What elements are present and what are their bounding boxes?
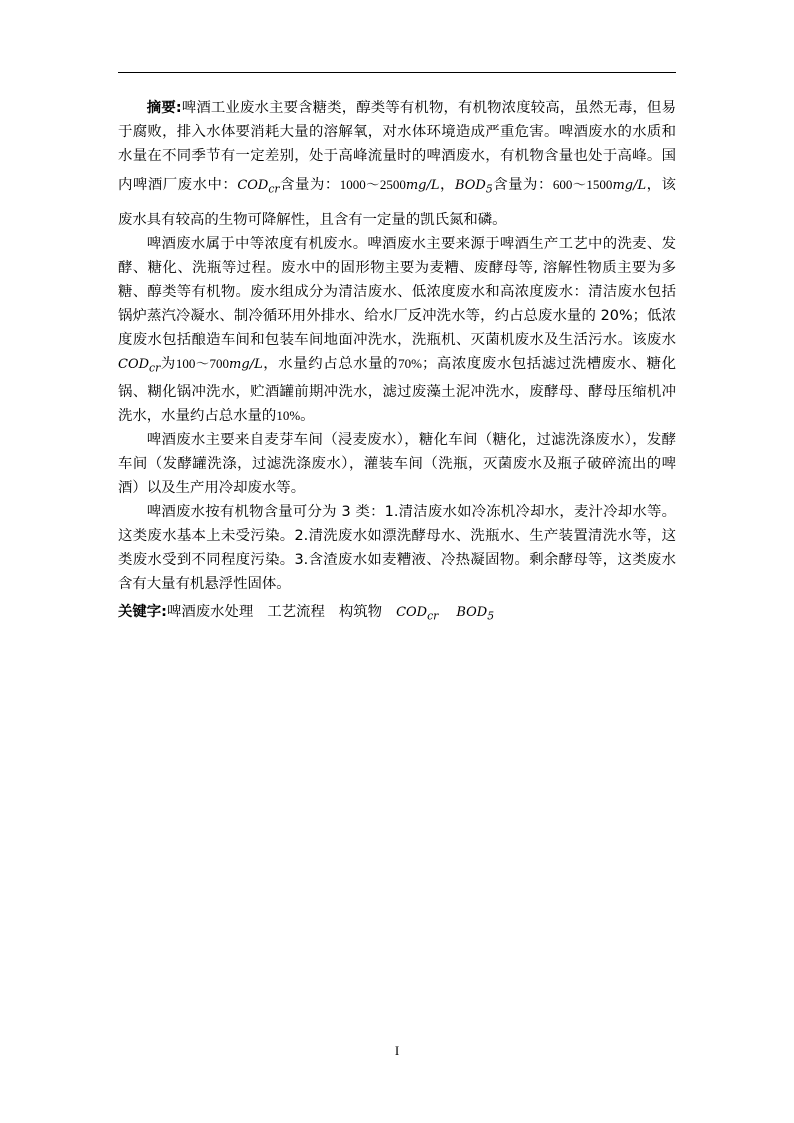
source-paragraph bbox=[118, 232, 676, 429]
percent-70: 70% bbox=[398, 355, 422, 371]
keyword-item: 构筑物 bbox=[338, 604, 383, 621]
source-text-2: 为 bbox=[160, 355, 176, 372]
bod-symbol: $BOD_5$ bbox=[454, 178, 493, 196]
keywords-line bbox=[118, 600, 676, 629]
abstract-label: 摘要: bbox=[146, 100, 182, 116]
keyword-item: 啤酒废水处理 bbox=[166, 604, 254, 621]
keyword-cod: $COD_{cr}$ bbox=[396, 605, 439, 623]
abstract-text-1: 啤酒工业废水主要含糖类，醇类等有机物，有机物浓度较高，虽然无毒，但易于腐败，排入水体要消耗大量的溶解氧，对水体环境造成严重危害。啤酒废水的水质和水量在不同季节有一定差别，处于高峰流量时的啤酒废水，有机物含量也处于高峰。国内啤酒厂废水中： bbox=[118, 100, 676, 193]
cod-unit-2: mg/L bbox=[229, 356, 263, 372]
abstract-text-3: ， bbox=[439, 177, 455, 193]
cod-unit: mg/L bbox=[405, 178, 440, 193]
cod-symbol: $COD_{cr}$ bbox=[237, 178, 280, 196]
keyword-item: 工艺流程 bbox=[267, 604, 325, 621]
source-text-5: 。 bbox=[300, 408, 315, 425]
bod-unit: mg/L bbox=[612, 178, 647, 193]
source-text-1: 啤酒废水属于中等浓度有机废水。啤酒废水主要来源于啤酒生产工艺中的洗麦、发酵、糖化、洗瓶等过程。废水中的固形物主要为麦糟、废酵母等, 溶解性物质主要为多糖、醇类等有机物。废水组成分为清洁废水、低浓度废水和高浓度废水：清洁废水包括锅炉蒸汽冷凝水、制冷循环用外排水、给水厂反冲洗水等，约占总废水量的 20%；低浓度废水包括酿造车间和包装车间地面冲洗水，洗瓶机、灭菌机废水及生活污水。该废水 bbox=[118, 235, 676, 348]
abstract-paragraph bbox=[118, 96, 676, 232]
keywords-label: 关键字: bbox=[118, 604, 167, 621]
page-number: I bbox=[394, 1043, 400, 1058]
header-rule bbox=[118, 72, 676, 73]
classification-paragraph: 啤酒废水按有机物含量可分为 3 类：1.清洁废水如冷冻机冷却水，麦汁冷却水等。这类废水基本上未受污染。2.清洗废水如漂洗酵母水、洗瓶水、生产装置清洗水等，这类废水受到不同程度污染。3.含渣废水如麦糟液、冷热凝固物。剩余酵母等，这类废水含有大量有机悬浮性固体。 bbox=[118, 504, 676, 593]
abstract-text-4: 含量为： bbox=[492, 177, 553, 193]
abstract-text-2: 含量为： bbox=[279, 177, 340, 193]
origin-paragraph: 啤酒废水主要来自麦芽车间（浸麦废水），糖化车间（糖化，过滤洗涤废水），发酵车间（发酵罐洗涤，过滤洗涤废水），灌装车间（洗瓶，灭菌废水及瓶子破碎流出的啤酒）以及生产用冷却废水等。 bbox=[118, 432, 676, 497]
cod-range-2: 100～700 bbox=[175, 355, 230, 371]
cod-range: 1000～2500 bbox=[339, 177, 406, 192]
abstract-text-5: ，该废水具有较高的生物可降解性，且含有一定量的凯氏氮和磷。 bbox=[118, 177, 676, 228]
percent-10: 10% bbox=[276, 408, 301, 424]
cod-symbol-2: $COD_{cr}$ bbox=[118, 356, 161, 375]
source-text-4: ；高浓度废水包括滤过洗槽废水、糖化锅、糊化锅冲洗水，贮酒罐前期冲洗水，滤过废藻土泥冲洗水，废酵母、酵母压缩机冲洗水，水量约占总水量的 bbox=[118, 355, 676, 425]
source-text-3: ，水量约占总水量的 bbox=[262, 355, 399, 372]
document-body bbox=[118, 96, 676, 629]
keyword-bod: $BOD_5$ bbox=[456, 605, 495, 623]
bod-range: 600～1500 bbox=[552, 177, 613, 192]
